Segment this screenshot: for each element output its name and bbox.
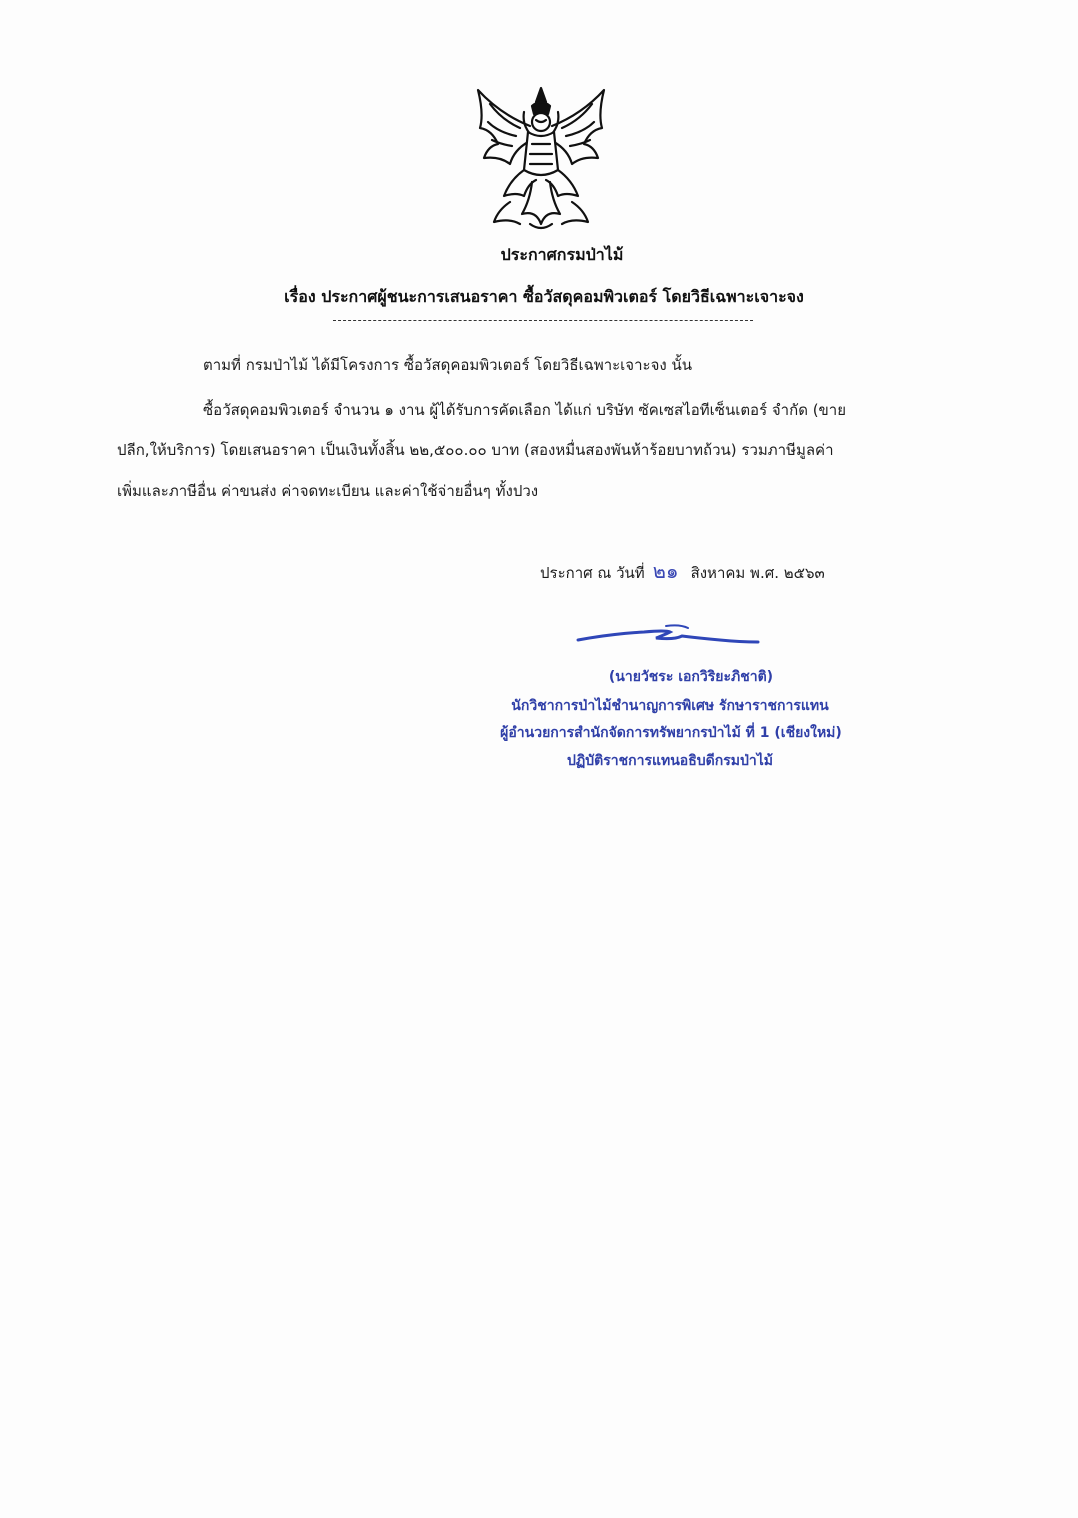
date-month-year: สิงหาคม พ.ศ. ๒๕๖๓ bbox=[690, 564, 825, 582]
document-subject: เรื่อง ประกาศผู้ชนะการเสนอราคา ซื้อวัสดุคอมพิวเตอร์ โดยวิธีเฉพาะเจาะจง bbox=[284, 287, 804, 306]
garuda-emblem-icon bbox=[470, 84, 612, 234]
body-paragraph-1: ตามที่ กรมป่าไม้ ได้มีโครงการ ซื้อวัสดุคอมพิวเตอร์ โดยวิธีเฉพาะเจาะจง นั้น bbox=[203, 356, 692, 374]
signer-position-2: ผู้อำนวยการสำนักจัดการทรัพยากรป่าไม้ ที่ 1 (เชียงใหม่) bbox=[500, 725, 842, 741]
document-title: ประกาศกรมป่าไม้ bbox=[500, 245, 624, 264]
signer-name: (นายวัชระ เอกวิริยะภิชาติ) bbox=[608, 669, 774, 685]
body-paragraph-2-line-3: เพิ่มและภาษีอื่น ค่าขนส่ง ค่าจดทะเบียน และค่าใช้จ่ายอื่นๆ ทั้งปวง bbox=[117, 482, 539, 500]
handwritten-signature bbox=[570, 618, 770, 658]
title-divider bbox=[333, 320, 753, 321]
date-prefix: ประกาศ ณ วันที่ bbox=[540, 564, 645, 582]
date-day-handwritten: ๒๑ bbox=[652, 559, 679, 583]
signer-position-3: ปฏิบัติราชการแทนอธิบดีกรมป่าไม้ bbox=[566, 753, 773, 769]
announcement-date bbox=[540, 555, 825, 587]
body-paragraph-2-line-1: ซื้อวัสดุคอมพิวเตอร์ จำนวน ๑ งาน ผู้ได้รับการคัดเลือก ได้แก่ บริษัท ซัคเซสไอทีเซ็นเตอร์ จำกัด (ขาย bbox=[203, 401, 847, 419]
signer-position-1: นักวิชาการป่าไม้ชำนาญการพิเศษ รักษาราชการแทน bbox=[511, 698, 829, 714]
body-paragraph-2-line-2: ปลีก,ให้บริการ) โดยเสนอราคา เป็นเงินทั้งสิ้น ๒๒,๕๐๐.๐๐ บาท (สองหมื่นสองพันห้าร้อยบาทถ้วน) รวมภาษีมูลค่า bbox=[117, 441, 834, 459]
